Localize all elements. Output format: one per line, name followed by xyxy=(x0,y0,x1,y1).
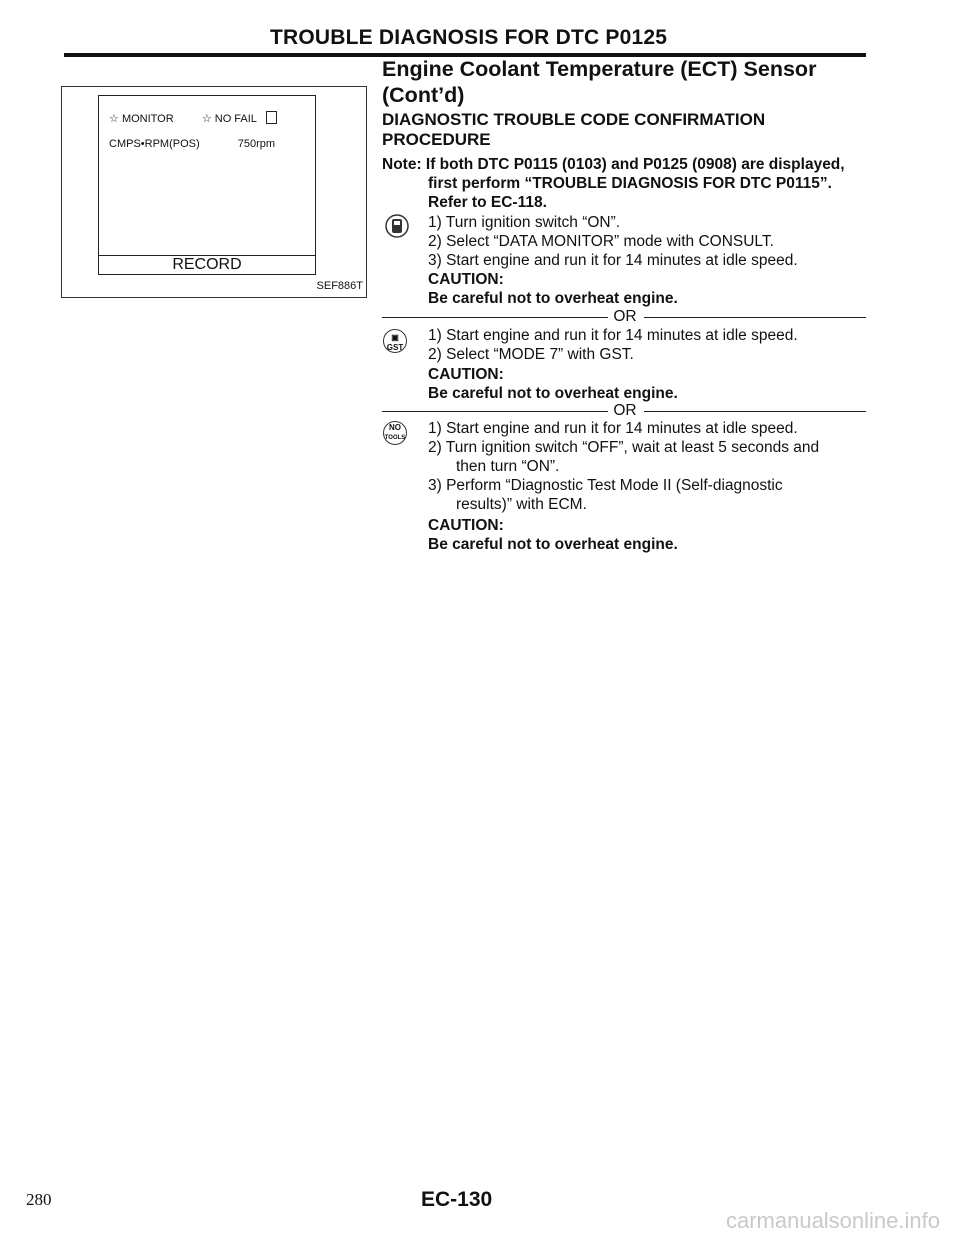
procedure-title-line2: PROCEDURE xyxy=(382,130,491,149)
consult-screen xyxy=(98,95,316,256)
page-number: 280 xyxy=(26,1190,52,1209)
consult-caution xyxy=(428,270,678,308)
section-title-line2: (Cont’d) xyxy=(382,83,465,107)
caution-text: Be careful not to overheat engine. xyxy=(428,290,678,307)
no-tools-caution xyxy=(428,516,678,554)
figure-code: SEF886T xyxy=(316,280,363,292)
gst-step: 1) Start engine and run it for 14 minutes at idle speed. xyxy=(428,327,798,344)
consult-step: 3) Start engine and run it for 14 minutes at idle speed. xyxy=(428,252,798,269)
page-code: EC-130 xyxy=(421,1188,493,1211)
consult-step: 2) Select “DATA MONITOR” mode with CONSULT. xyxy=(428,233,774,250)
record-button[interactable]: RECORD xyxy=(98,255,316,275)
no-tools-steps xyxy=(428,419,819,514)
or-label: OR xyxy=(613,308,637,325)
star-icon: ☆ xyxy=(201,113,212,125)
caution-label: CAUTION: xyxy=(428,271,504,288)
no-tools-step-cont: then turn “ON”. xyxy=(456,458,560,475)
checkbox-icon xyxy=(266,111,277,124)
note-line3: Refer to EC-118. xyxy=(428,194,547,211)
parameter-row xyxy=(109,138,275,150)
note-line2: first perform “TROUBLE DIAGNOSIS FOR DTC P0115”. xyxy=(428,175,832,192)
gst-tool-icon: ▣ GST xyxy=(383,329,407,353)
gst-step: 2) Select “MODE 7” with GST. xyxy=(428,346,634,363)
no-tools-step: 3) Perform “Diagnostic Test Mode II (Self-diagnostic xyxy=(428,477,783,494)
no-tools-icon-line2: TOOLS xyxy=(384,435,406,441)
caution-text: Be careful not to overheat engine. xyxy=(428,536,678,553)
consult-steps xyxy=(428,213,798,270)
caution-text: Be careful not to overheat engine. xyxy=(428,385,678,402)
consult-step: 1) Turn ignition switch “ON”. xyxy=(428,214,621,231)
monitor-label: MONITOR xyxy=(121,113,174,125)
monitor-row xyxy=(109,111,277,125)
or-label: OR xyxy=(613,402,637,419)
caution-label: CAUTION: xyxy=(428,366,504,383)
procedure-title xyxy=(382,110,765,150)
caution-label: CAUTION: xyxy=(428,517,504,534)
section-title xyxy=(382,56,816,108)
parameter-value: 750rpm xyxy=(237,138,276,150)
gst-steps xyxy=(428,326,798,364)
procedure-title-line1: DIAGNOSTIC TROUBLE CODE CONFIRMATION xyxy=(382,110,766,129)
note-line1: Note: If both DTC P0115 (0103) and P0125 (0908) are displayed, xyxy=(382,156,845,173)
no-tools-icon xyxy=(383,421,407,445)
no-tools-step: 1) Start engine and run it for 14 minutes at idle speed. xyxy=(428,420,798,437)
section-title-line1: Engine Coolant Temperature (ECT) Sensor xyxy=(382,57,817,81)
consult-tool-icon xyxy=(384,213,410,239)
parameter-label: CMPS•RPM(POS) xyxy=(109,138,200,150)
no-tools-step: 2) Turn ignition switch “OFF”, wait at least 5 seconds and xyxy=(428,439,820,456)
star-icon: ☆ xyxy=(109,113,119,125)
note xyxy=(382,155,845,212)
consult-screen-figure xyxy=(61,86,367,298)
or-separator xyxy=(382,308,866,327)
page-title: TROUBLE DIAGNOSIS FOR DTC P0125 xyxy=(270,26,668,49)
gst-icon-label: GST xyxy=(386,343,404,352)
no-tools-icon-line1: NO xyxy=(389,423,401,432)
watermark: carmanualsonline.info xyxy=(725,1208,940,1233)
no-tools-step-cont: results)” with ECM. xyxy=(456,496,587,513)
no-fail-label: NO FAIL xyxy=(214,113,257,125)
gst-caution xyxy=(428,365,678,403)
